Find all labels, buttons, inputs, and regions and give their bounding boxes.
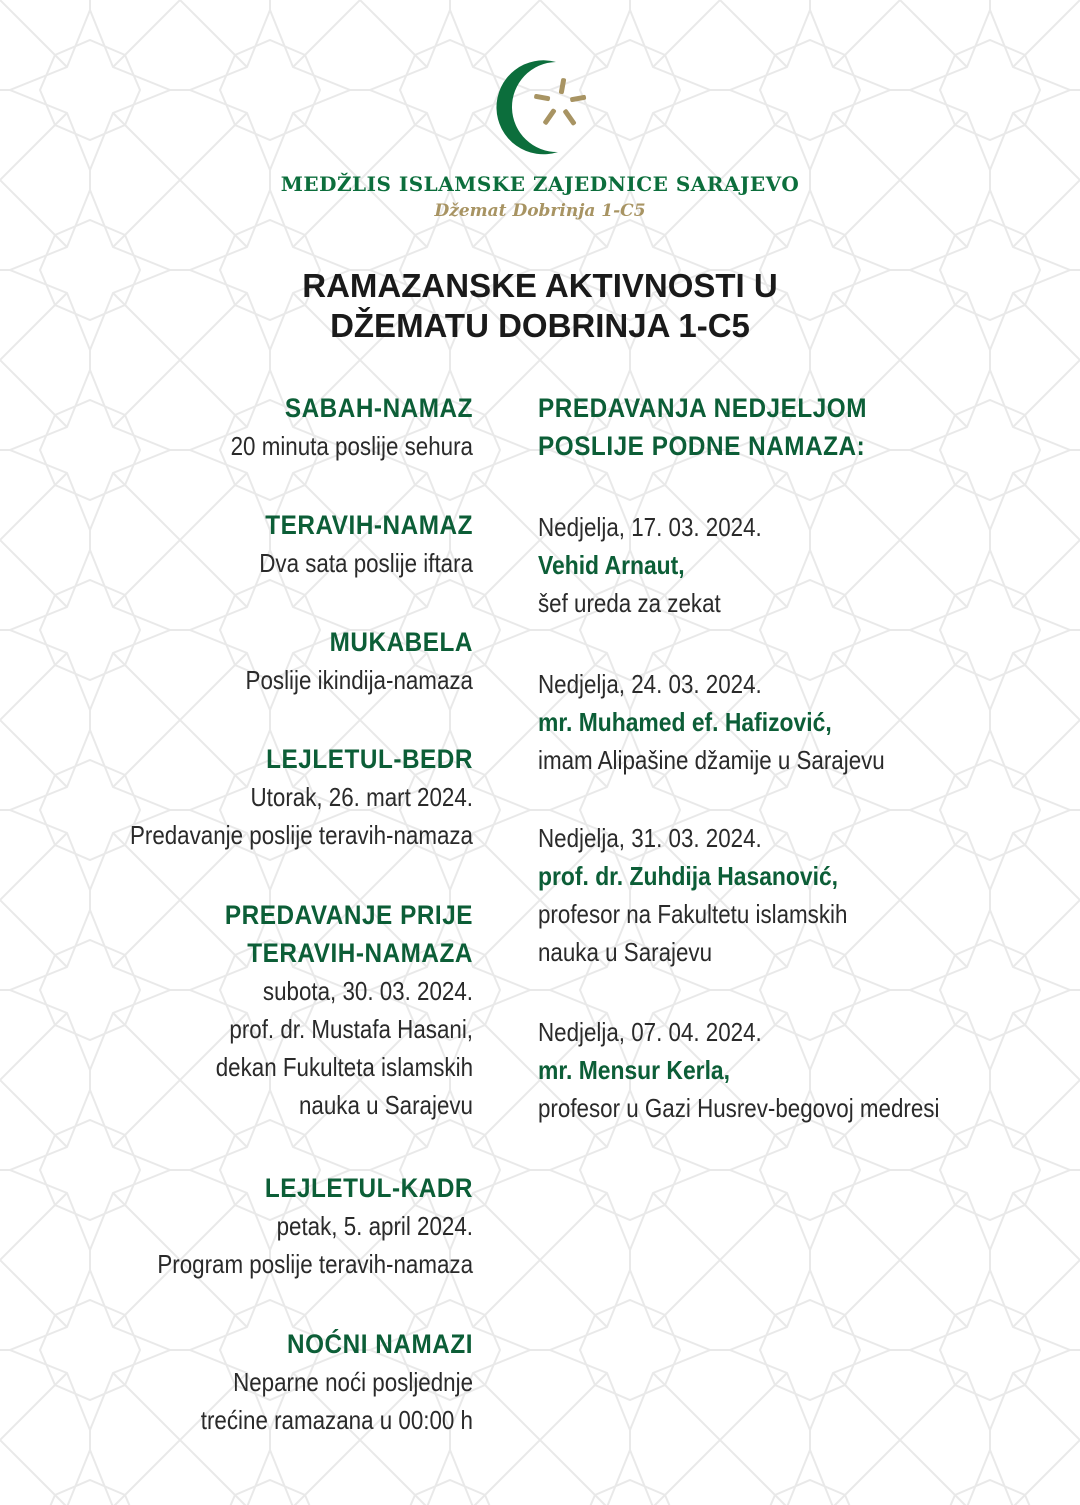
lectures-heading-line: POSLIJE PODNE NAMAZA: [538, 431, 866, 461]
activity-lejletul-bedr [13, 740, 473, 854]
activity-detail: Dva sata poslije iftara [259, 548, 473, 578]
activity-heading: MUKABELA [329, 627, 473, 657]
lecture-role: imam Alipašine džamije u Sarajevu [538, 745, 885, 775]
activity-heading: PREDAVANJE PRIJE [224, 900, 473, 930]
lecture-role: profesor na Fakultetu islamskih [538, 899, 848, 929]
activity-detail: 20 minuta poslije sehura [230, 431, 473, 461]
activity-heading: LEJLETUL-BEDR [266, 744, 473, 774]
lecture-date: Nedjelja, 07. 04. 2024. [538, 1017, 762, 1047]
lecture-speaker: mr. Mensur Kerla, [538, 1055, 731, 1085]
activity-lejletul-kadr [13, 1169, 473, 1283]
activity-detail: Program poslije teravih-namaza [157, 1249, 473, 1279]
lecture-speaker: prof. dr. Zuhdija Hasanović, [538, 861, 839, 891]
activity-detail: nauka u Sarajevu [298, 1090, 473, 1120]
organization-name: MEDŽLIS ISLAMSKE ZAJEDNICE SARAJEVO [280, 172, 800, 196]
lecture-date: Nedjelja, 17. 03. 2024. [538, 512, 762, 542]
activity-detail: Utorak, 26. mart 2024. [250, 782, 473, 812]
activity-mukabela [13, 623, 473, 699]
activity-nocni-namazi [13, 1325, 473, 1439]
activity-heading: SABAH-NAMAZ [284, 393, 473, 423]
lecture-item [538, 665, 1058, 779]
activity-heading: NOĆNI NAMAZI [286, 1329, 473, 1359]
activity-detail: Predavanje poslije teravih-namaza [129, 820, 474, 850]
activity-detail: Neparne noći posljednje [233, 1367, 473, 1397]
activity-heading: TERAVIH-NAMAZ [265, 510, 473, 540]
lecture-role: profesor u Gazi Husrev-begovoj medresi [538, 1093, 940, 1123]
activity-detail: dekan Fukulteta islamskih [215, 1052, 473, 1082]
activity-detail: subota, 30. 03. 2024. [262, 976, 473, 1006]
activity-teravih [13, 506, 473, 582]
lecture-role: nauka u Sarajevu [538, 937, 713, 967]
activity-heading: TERAVIH-NAMAZA [247, 938, 473, 968]
lecture-date: Nedjelja, 24. 03. 2024. [538, 669, 762, 699]
activity-predavanje-prije-teravih [13, 896, 473, 1124]
activity-detail: Poslije ikindija-namaza [245, 665, 473, 695]
activity-sabah [13, 389, 473, 465]
activity-heading: LEJLETUL-KADR [264, 1173, 473, 1203]
lecture-speaker: Vehid Arnaut, [538, 550, 685, 580]
title-line: RAMAZANSKE AKTIVNOSTI U [302, 267, 778, 304]
lecture-speaker: mr. Muhamed ef. Hafizović, [538, 707, 832, 737]
lecture-item [538, 819, 1058, 971]
activity-detail: petak, 5. april 2024. [276, 1211, 473, 1241]
page-title [0, 266, 1080, 346]
lectures-heading-line: PREDAVANJA NEDJELJOM [538, 393, 868, 423]
activity-detail: trećine ramazana u 00:00 h [200, 1405, 473, 1435]
lectures-heading [538, 389, 1058, 465]
crescent-star-logo-icon [488, 56, 598, 156]
community-name: Džemat Dobrinja 1-C5 [434, 201, 646, 221]
lecture-item [538, 508, 1058, 622]
lecture-date: Nedjelja, 31. 03. 2024. [538, 823, 762, 853]
activity-detail: prof. dr. Mustafa Hasani, [229, 1014, 473, 1044]
title-line: DŽEMATU DOBRINJA 1-C5 [330, 307, 750, 344]
lecture-role: šef ureda za zekat [538, 588, 721, 618]
lecture-item [538, 1013, 1058, 1127]
